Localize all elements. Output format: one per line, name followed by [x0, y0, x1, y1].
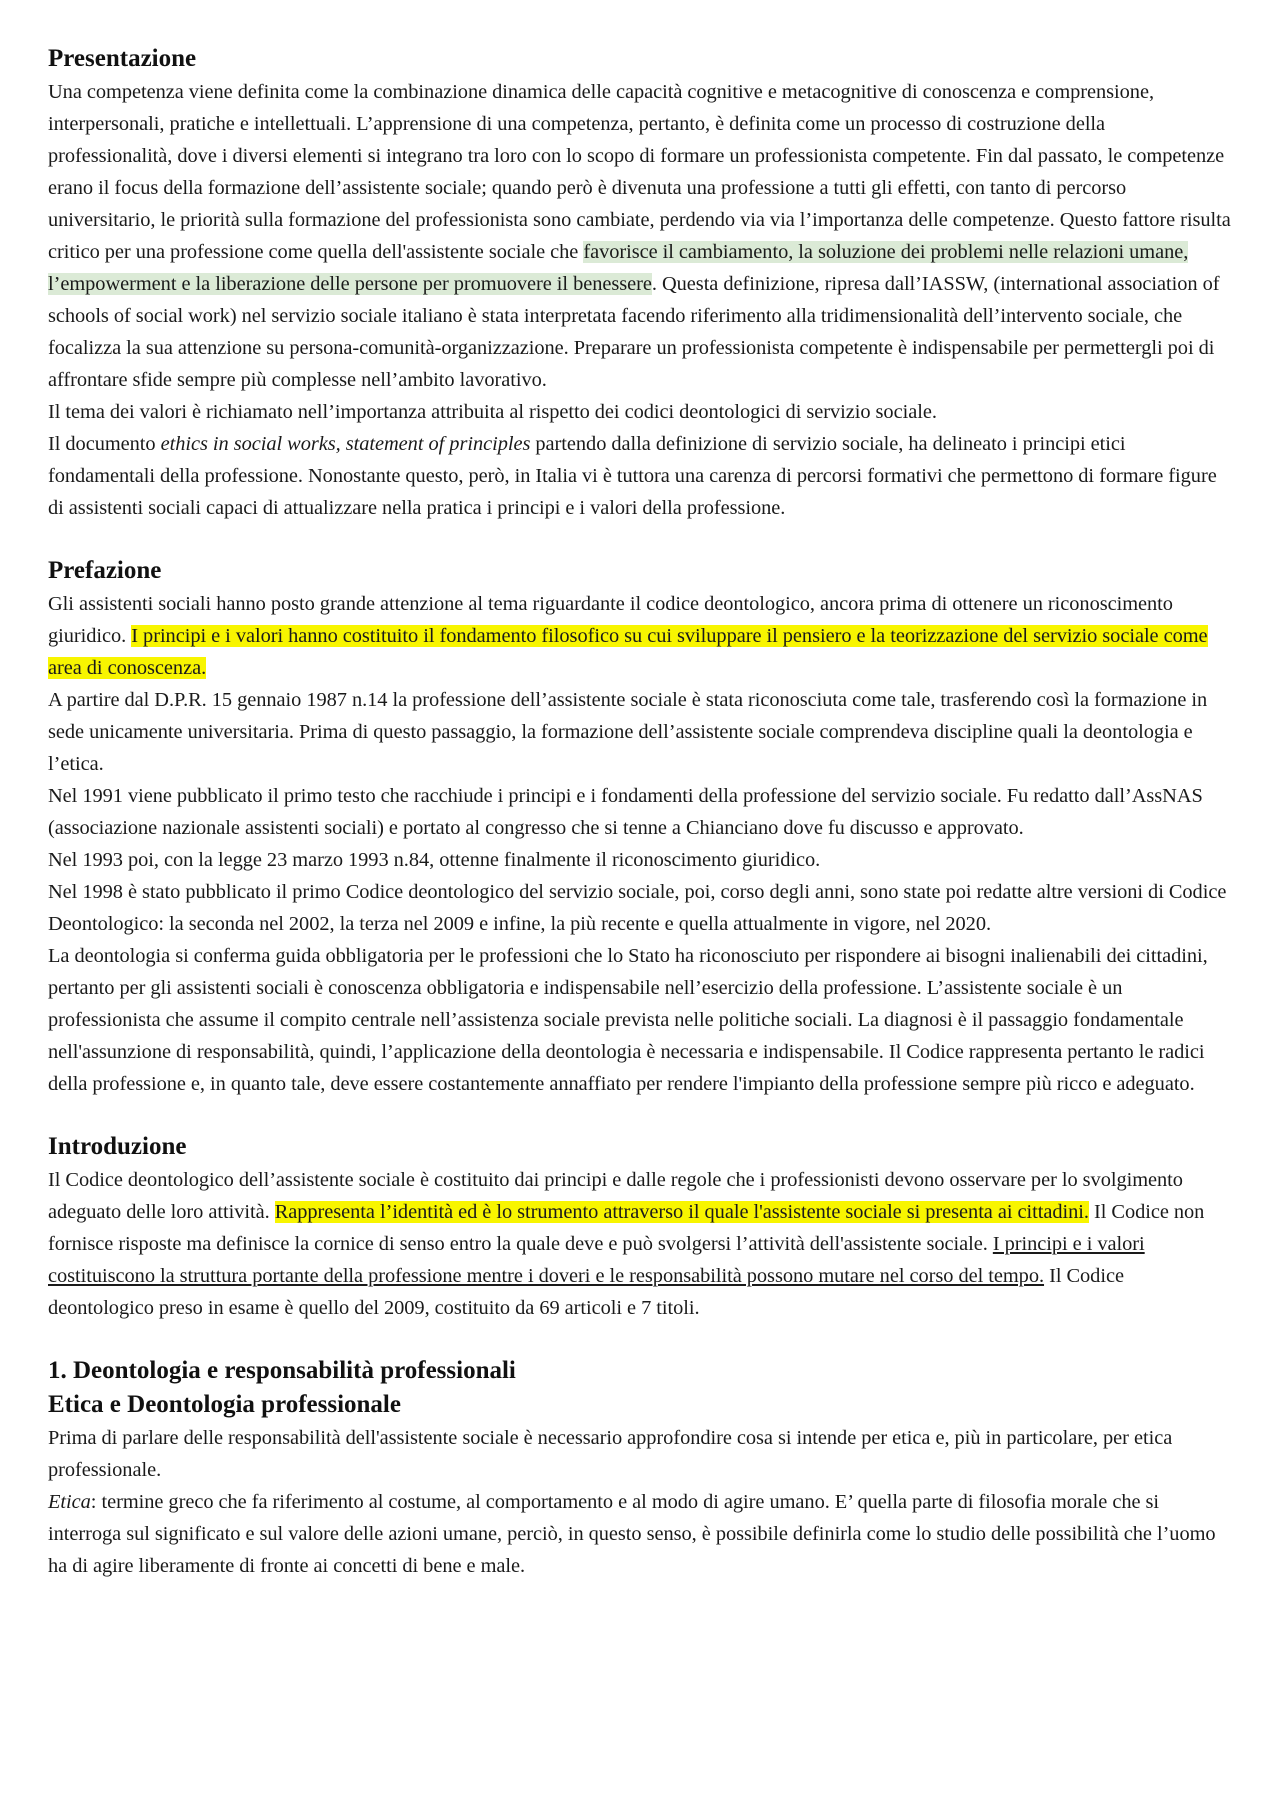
- section-title-presentazione: Presentazione: [48, 45, 197, 72]
- paragraph: A partire dal D.P.R. 15 gennaio 1987 n.14 la professione dell’assistente sociale è stata riconosciuta come tale, trasferendo così la formazione in sede unicamente universitaria. Prima di questo passaggio, la formazione dell’assistente sociale comprendeva discipline quali la deontologia e l’etica.: [48, 689, 1208, 775]
- paragraph: Prima di parlare delle responsabilità dell'assistente sociale è necessario approfondire cosa si intende per etica e, più in particolare, per etica professionale.: [48, 1427, 1173, 1481]
- paragraph: [48, 76, 1232, 396]
- paragraph: Nel 1991 viene pubblicato il primo testo che racchiude i principi e i fondamenti della professione del servizio sociale. Fu redatto dall’AssNAS (associazione nazionale assistenti sociali) e portato al congresso che si tenne a Chianciano dove fu discusso e approvato.: [48, 785, 1203, 839]
- paragraph: [48, 588, 1232, 684]
- subsection-title: Etica e Deontologia professionale: [48, 1391, 401, 1418]
- yellow-highlight: Rappresenta l’identità ed è lo strumento attraverso il quale l'assistente sociale si presenta ai cittadini.: [274, 1201, 1089, 1223]
- section-title-introduzione: Introduzione: [48, 1133, 187, 1160]
- underlined-text: I principi e i valori costituiscono la struttura portante della professione mentre i doveri e le responsabilità possono mutare nel corso del tempo.: [48, 1233, 1145, 1287]
- section-prefazione: [48, 554, 1232, 1100]
- text: . Questa definizione, ripresa dall’IASSW, (international association of schools of social work) nel servizio sociale italiano è stata interpretata facendo riferimento alla tridimensionalità dell’intervento sociale, che focalizza la sua attenzione su persona-comunità-organizzazione. Preparare un professionista competente è indispensabile per permettergli poi di affrontare sfide sempre più complesse nell’ambito lavorativo.: [48, 273, 1220, 391]
- text: Una competenza viene definita come la combinazione dinamica delle capacità cognitive e metacognitive di conoscenza e comprensione, interpersonali, pratiche e intellettuali. L’apprensione di una competenza, pertanto, è definita come un processo di costruzione della professionalità, dove i diversi elementi si integrano tra loro con lo scopo di formare un professionista competente. Fin dal passato, le competenze erano il focus della formazione dell’assistente sociale; quando però è divenuta una professione a tutti gli effetti, con tanto di percorso universitario, le priorità sulla formazione del professionista sono cambiate, perdendo via via l’importanza delle competenze. Questo fattore risulta critico per una professione come quella dell'assistente sociale che: [48, 81, 1231, 263]
- section-title-prefazione: Prefazione: [48, 557, 162, 584]
- text: partendo dalla definizione di servizio sociale, ha delineato i principi etici fondamentali della professione. Nonostante questo, però, in Italia vi è tuttora una carenza di percorsi formativi che permettono di formare figure di assistenti sociali capaci di attualizzare nella pratica i principi e i valori della professione.: [48, 433, 1217, 519]
- section-chapter-1: [48, 1354, 1232, 1582]
- text: Il Codice deontologico preso in esame è quello del 2009, costituito da 69 articoli e 7 titoli.: [48, 1265, 1124, 1319]
- paragraph: Il tema dei valori è richiamato nell’importanza attribuita al rispetto dei codici deontologici di servizio sociale.: [48, 401, 937, 423]
- paragraph: Nel 1998 è stato pubblicato il primo Codice deontologico del servizio sociale, poi, corso degli anni, sono state poi redatte altre versioni di Codice Deontologico: la seconda nel 2002, la terza nel 2009 e infine, la più recente e quella attualmente in vigore, nel 2020.: [48, 881, 1227, 935]
- paragraph: [48, 428, 1232, 524]
- paragraph: [48, 1486, 1232, 1582]
- text: Gli assistenti sociali hanno posto grande attenzione al tema riguardante il codice deontologico, ancora prima di ottenere un riconoscimento giuridico.: [48, 593, 1173, 647]
- text: Il Codice non fornisce risposte ma definisce la cornice di senso entro la quale deve e può svolgersi l’attività dell'assistente sociale.: [48, 1201, 1205, 1255]
- text: Il documento: [48, 433, 161, 455]
- paragraph: La deontologia si conferma guida obbligatoria per le professioni che lo Stato ha riconosciuto per rispondere ai bisogni inalienabili dei cittadini, pertanto per gli assistenti sociali è conoscenza obbligatoria e indispensabile nell’esercizio della professione. L’assistente sociale è un professionista che assume il compito centrale nell’assistenza sociale prevista nelle politiche sociali. La diagnosi è il passaggio fondamentale nell'assunzione di responsabilità, quindi, l’applicazione della deontologia è necessaria e indispensabile. Il Codice rappresenta pertanto le radici della professione e, in quanto tale, deve essere costantemente annaffiato per rendere l'impianto della professione sempre più ricco e adeguato.: [48, 945, 1208, 1095]
- text: Il Codice deontologico dell’assistente sociale è costituito dai principi e dalle regole che i professionisti devono osservare per lo svolgimento adeguato delle loro attività.: [48, 1169, 1183, 1223]
- paragraph: Nel 1993 poi, con la legge 23 marzo 1993 n.84, ottenne finalmente il riconoscimento giuridico.: [48, 849, 821, 871]
- paragraph: [48, 1164, 1232, 1324]
- section-presentazione: [48, 42, 1232, 524]
- chapter-title: 1. Deontologia e responsabilità professionali: [48, 1357, 516, 1384]
- yellow-highlight: I principi e i valori hanno costituito il fondamento filosofico su cui sviluppare il pensiero e la teorizzazione del servizio sociale come area di conoscenza.: [48, 625, 1208, 679]
- italic-term: Etica: [48, 1491, 91, 1513]
- section-introduzione: [48, 1130, 1232, 1324]
- italic-title: ethics in social works, statement of principles: [160, 433, 531, 455]
- text: : termine greco che fa riferimento al costume, al comportamento e al modo di agire umano. E’ quella parte di filosofia morale che si interroga sul significato e sul valore delle azioni umane, perciò, in questo senso, è possibile definirla come lo studio delle possibilità che l’uomo ha di agire liberamente di fronte ai concetti di bene e male.: [48, 1491, 1216, 1577]
- green-highlight: favorisce il cambiamento, la soluzione dei problemi nelle relazioni umane, l’empowerment e la liberazione delle persone per promuovere il benessere: [48, 241, 1189, 295]
